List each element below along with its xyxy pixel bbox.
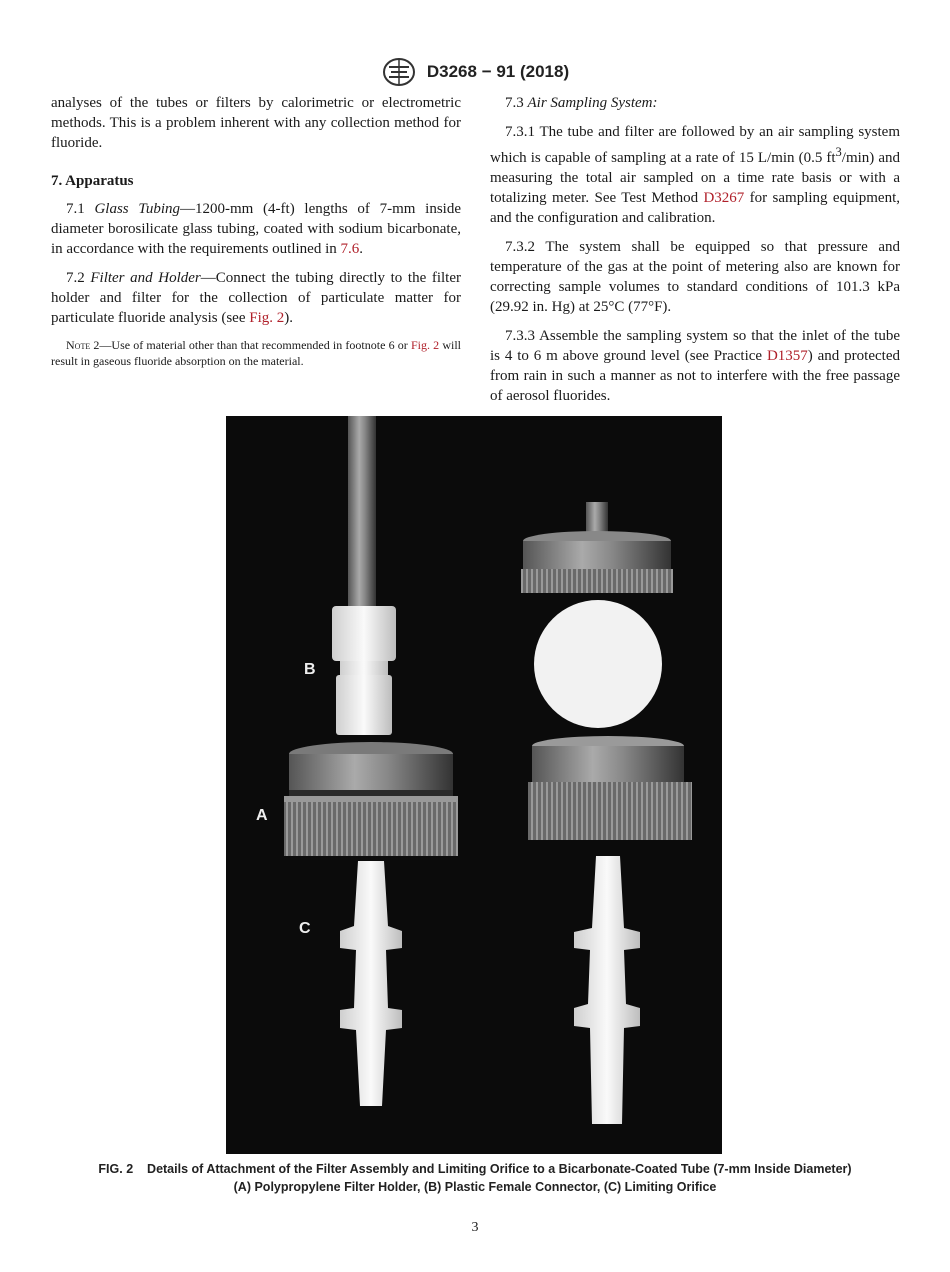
para-text: 7.3.3 Assemble the sampling system so that the inlet of the tube is 4 to 6 m above ground level (see Practice <box>490 328 900 364</box>
standard-link[interactable]: D3267 <box>703 190 745 206</box>
note-end: will result in gaseous fluoride absorption on the material. <box>51 338 461 368</box>
para-title: Air Sampling System: <box>527 95 658 111</box>
label-c: C <box>299 920 311 937</box>
figure-photo <box>226 416 722 1154</box>
para-end: . <box>359 241 363 257</box>
para-text: for sampling equipment, and the configuration and calibration. <box>490 190 900 226</box>
page-header <box>0 57 950 87</box>
right-column <box>490 93 900 415</box>
filter-holder-base <box>528 736 692 840</box>
paragraph-7-1 <box>51 199 461 259</box>
para-text: 7.3.1 The tube and filter are followed by an air sampling system which is capable of sampling at a rate of 15 L/min (0.5 ft <box>490 124 900 166</box>
left-column <box>51 93 461 378</box>
para-end: ). <box>284 310 294 326</box>
figure-link[interactable]: Fig. 2 <box>410 338 440 352</box>
female-connector <box>332 606 396 735</box>
caption-line-2: (A) Polypropylene Filter Holder, (B) Plastic Female Connector, (C) Limiting Orifice <box>233 1180 717 1194</box>
caption-line-1: FIG. 2 Details of Attachment of the Filter Assembly and Limiting Orifice to a Bicarbonate-Coated Tube (7-mm Inside Diameter) <box>98 1162 852 1176</box>
figure-caption <box>40 1160 910 1196</box>
section-heading: 7. Apparatus <box>51 173 134 189</box>
para-number: 7.2 <box>66 270 85 286</box>
note-label: Note 2 <box>66 338 100 352</box>
note-text: —Use of material other than that recommended in footnote 6 or <box>99 338 411 352</box>
paragraph-7-3-3 <box>490 326 900 406</box>
glass-tube <box>348 416 376 621</box>
section-link[interactable]: 7.6 <box>340 241 360 257</box>
astm-logo-icon <box>381 57 417 87</box>
limiting-orifice-right <box>574 856 640 1124</box>
para-number: 7.3 <box>505 95 524 111</box>
limiting-orifice-left <box>340 861 402 1106</box>
para-text: —Connect the tubing directly to the filter holder and filter for the collection of particulate matter for particulate fluoride analysis (see <box>51 270 461 326</box>
label-a: A <box>256 807 268 824</box>
note-2 <box>51 337 461 369</box>
paragraph-7-3-2: 7.3.2 The system shall be equipped so that pressure and temperature of the gas at the point of metering also are known for correcting sample volumes to standard conditions of 101.3 kPa (29.92 in. Hg) at 25°C (77°F). <box>490 239 900 315</box>
para-number: 7.1 <box>66 201 85 217</box>
filter-holder-cap <box>521 502 673 593</box>
para-text: ) and protected from rain in such a manner as not to interfere with the free passage of aerosol fluorides. <box>490 348 900 404</box>
intro-paragraph: analyses of the tubes or filters by calorimetric or electrometric methods. This is a problem inherent with any collection method for fluoride. <box>51 95 461 151</box>
label-b: B <box>304 661 316 678</box>
document-code: D3268 − 91 (2018) <box>426 62 570 81</box>
paragraph-7-3-1 <box>490 122 900 228</box>
para-title: Glass Tubing <box>94 201 181 217</box>
para-text: —1200-mm (4-ft) lengths of 7-mm inside diameter borosilicate glass tubing, coated with sodium bicarbonate, in accordance with the requirements outlined in <box>51 201 461 257</box>
superscript: 3 <box>835 145 842 159</box>
para-title: Filter and Holder <box>90 270 201 286</box>
paragraph-7-2 <box>51 268 461 328</box>
para-text: /min) and measuring the total air sampled on a time rate basis or with a totalizing meter. See Test Method <box>490 150 900 206</box>
page-number: 3 <box>471 1220 479 1235</box>
filter-disc <box>534 600 662 728</box>
paragraph-7-3 <box>490 93 900 113</box>
filter-holder-assembled <box>284 742 458 856</box>
figure-link[interactable]: Fig. 2 <box>249 310 285 326</box>
standard-link[interactable]: D1357 <box>766 348 808 364</box>
